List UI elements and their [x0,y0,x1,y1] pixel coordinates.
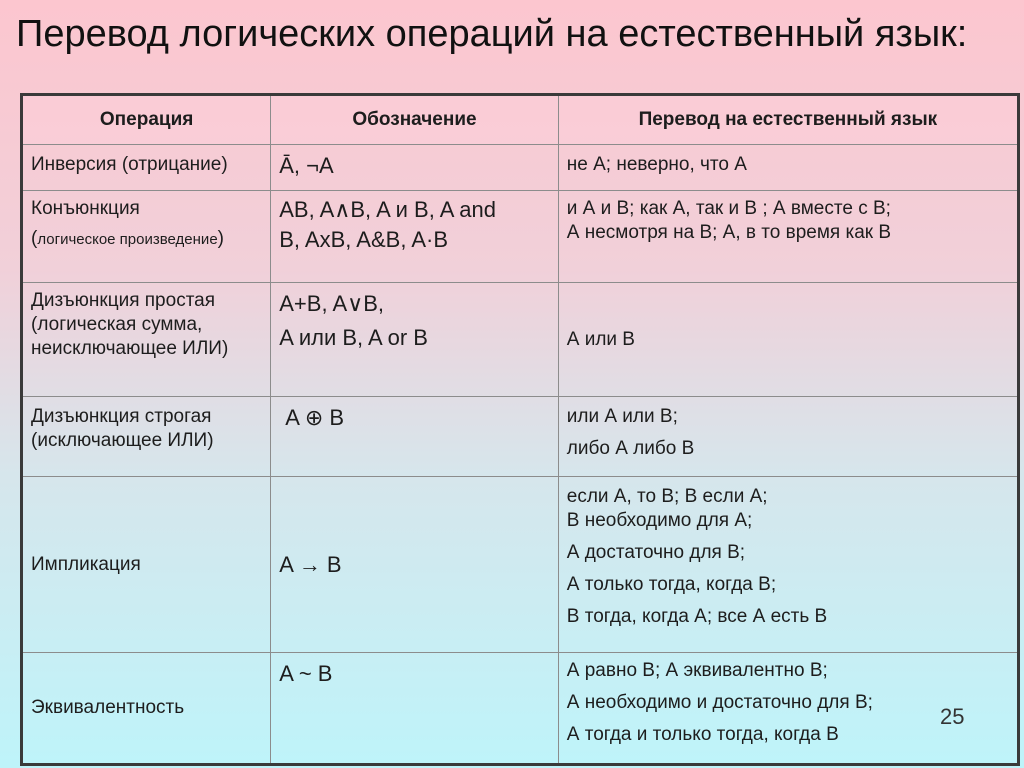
operation-name: Дизъюнкция строгая [31,406,212,427]
notation-text: A+B, A∨B, [279,291,385,316]
operation-description: логическое произведение [37,231,218,248]
translation-cell [558,191,1018,283]
operation-cell [22,397,271,477]
notation-text: AB, A∧B, A и B, A and [279,197,497,222]
slide-title: Перевод логических операций на естественный язык: [16,13,968,55]
operation-name: Эквивалентность [31,697,185,718]
notation-text: A ⊕ B [285,405,345,430]
table-row [22,145,1019,191]
translation-text: если А, то В; В если А; [566,486,768,507]
logic-operations-table [20,93,1020,766]
translation-text: А несмотря на В; А, в то время как В [566,222,892,243]
notation-text: B, AxB, A&B, A·B [279,227,448,252]
translation-text: А достаточно для В; [566,542,746,563]
translation-text: А тогда и только тогда, когда В [566,724,839,745]
header-notation: Обозначение [271,95,559,145]
table-row [22,477,1019,653]
paren-open: ( [31,228,38,249]
translation-text: и А и В; как А, так и В ; А вместе с В; [566,198,891,219]
notation-text: A ~ B [279,661,333,686]
translation-cell [558,283,1018,397]
notation-cell [271,191,559,283]
operation-cell [22,191,271,283]
operation-description: (исключающее ИЛИ) [31,430,214,451]
header-translation: Перевод на естественный язык [558,95,1018,145]
operation-name: Инверсия (отрицание) [31,154,228,175]
translation-text: А равно В; А эквивалентно В; [566,660,828,681]
operation-cell [22,283,271,397]
translation-text: не А; неверно, что А [566,154,747,175]
notation-cell [271,653,559,765]
translation-cell [558,397,1018,477]
header-operation: Операция [22,95,271,145]
table-row [22,653,1019,765]
translation-text: А только тогда, когда В; [566,574,777,595]
operation-name: Импликация [31,553,141,575]
table-row [22,397,1019,477]
operation-cell [22,477,271,653]
operation-description: (логическая сумма, [31,314,203,335]
translation-text: В необходимо для А; [566,510,753,531]
translation-cell [558,477,1018,653]
operation-description: неисключающее ИЛИ) [31,338,229,359]
operation-cell [22,145,271,191]
notation-cell [271,283,559,397]
translation-text: или А или В; [566,406,678,427]
translation-text: А или В [566,328,635,350]
page-number: 25 [940,704,965,729]
operation-name: Дизъюнкция простая [31,290,216,311]
translation-text: В тогда, когда А; все А есть В [566,606,828,627]
translation-text: либо А либо В [566,438,695,459]
table-row [22,191,1019,283]
notation-text: A или B, A or B [279,325,428,350]
paren-close: ) [217,228,224,249]
notation-cell [271,477,559,653]
notation-cell [271,145,559,191]
notation-cell [271,397,559,477]
table-row [22,283,1019,397]
operation-subtitle [31,227,262,252]
notation-text: Ā, ¬A [279,153,334,178]
operation-cell [22,653,271,765]
translation-text: А необходимо и достаточно для В; [566,692,873,713]
operation-name: Конъюнкция [31,198,140,219]
table-header-row [22,95,1019,145]
notation-text: A → B [279,551,342,577]
translation-cell [558,145,1018,191]
